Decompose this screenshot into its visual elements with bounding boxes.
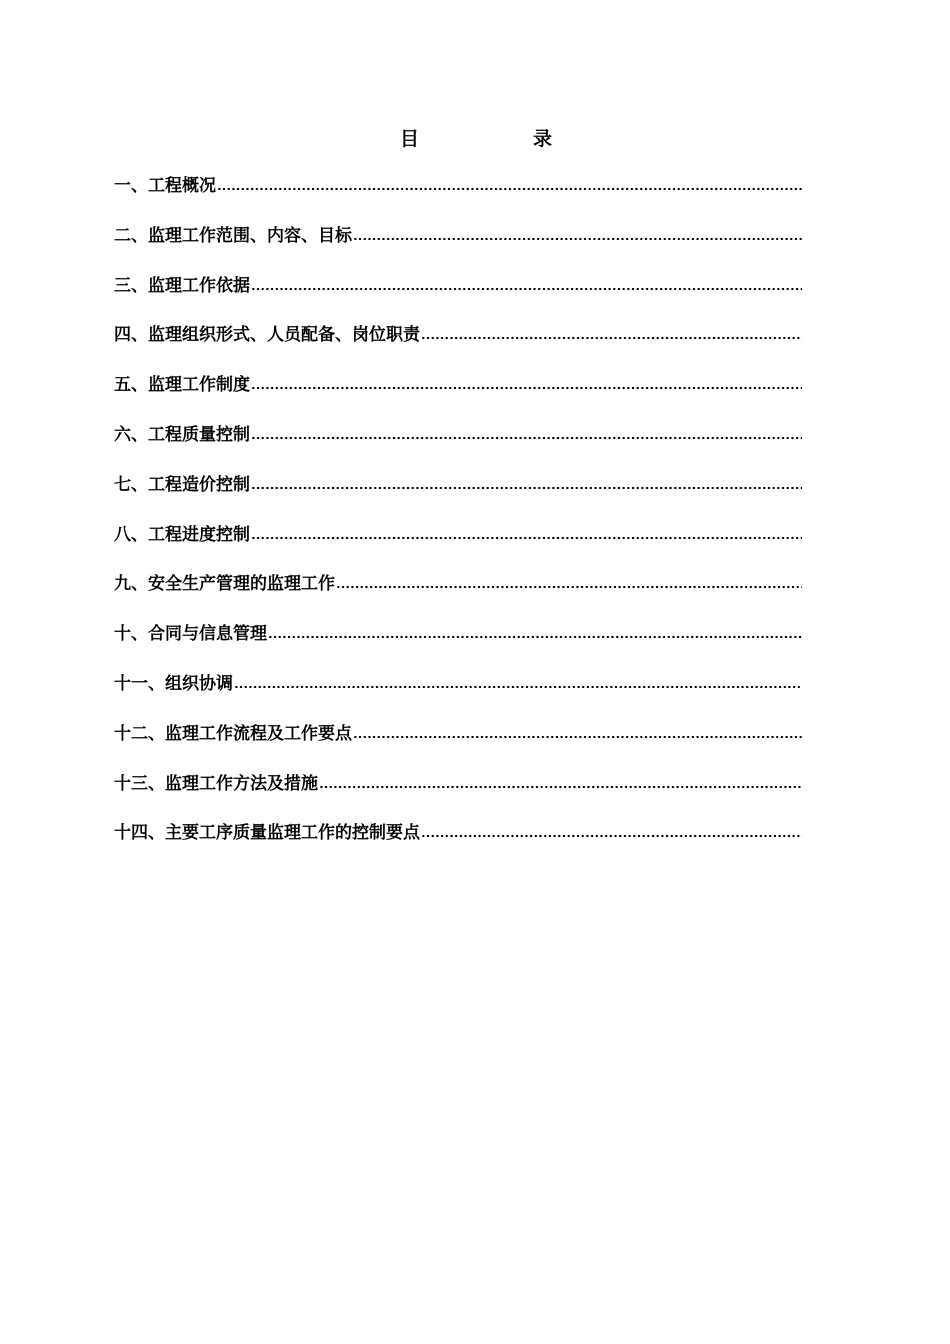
toc-entry-label: 十、合同与信息管理 bbox=[114, 624, 267, 645]
toc-entry-2[interactable] bbox=[114, 222, 802, 272]
toc-entry-7[interactable] bbox=[114, 471, 802, 521]
toc-entry-label: 二、监理工作范围、内容、目标 bbox=[114, 225, 352, 246]
dot-leader bbox=[421, 819, 802, 847]
toc-entry-9[interactable] bbox=[114, 570, 802, 620]
toc-entry-12[interactable] bbox=[114, 720, 802, 770]
toc-entry-label: 十三、监理工作方法及措施 bbox=[114, 773, 318, 794]
dot-leader bbox=[319, 770, 802, 798]
dot-leader bbox=[353, 720, 802, 748]
dot-leader bbox=[251, 421, 802, 449]
toc-title-char-1: 目 bbox=[400, 128, 420, 150]
dot-leader bbox=[251, 272, 802, 300]
toc-entry-label: 八、工程进度控制 bbox=[114, 524, 250, 545]
toc-list bbox=[114, 172, 802, 869]
toc-entry-14[interactable] bbox=[114, 819, 802, 869]
toc-entry-10[interactable] bbox=[114, 620, 802, 670]
dot-leader bbox=[268, 620, 802, 648]
toc-entry-13[interactable] bbox=[114, 770, 802, 820]
dot-leader bbox=[336, 570, 802, 598]
toc-entry-label: 五、监理工作制度 bbox=[114, 375, 250, 396]
dot-leader bbox=[353, 222, 802, 250]
toc-entry-label: 九、安全生产管理的监理工作 bbox=[114, 574, 335, 595]
dot-leader bbox=[421, 321, 802, 349]
dot-leader bbox=[217, 172, 802, 200]
toc-entry-label: 四、监理组织形式、人员配备、岗位职责 bbox=[114, 325, 420, 346]
toc-entry-label: 十二、监理工作流程及工作要点 bbox=[114, 723, 352, 744]
toc-entry-8[interactable] bbox=[114, 521, 802, 571]
toc-entry-4[interactable] bbox=[114, 321, 802, 371]
dot-leader bbox=[251, 471, 802, 499]
toc-entry-label: 七、工程造价控制 bbox=[114, 474, 250, 495]
dot-leader bbox=[234, 670, 802, 698]
dot-leader bbox=[251, 521, 802, 549]
toc-title-char-2: 录 bbox=[533, 128, 553, 150]
toc-entry-label: 十四、主要工序质量监理工作的控制要点 bbox=[114, 823, 420, 844]
toc-entry-3[interactable] bbox=[114, 272, 802, 322]
toc-entry-1[interactable] bbox=[114, 172, 802, 222]
dot-leader bbox=[251, 371, 802, 399]
toc-entry-label: 一、工程概况 bbox=[114, 176, 216, 196]
toc-entry-5[interactable] bbox=[114, 371, 802, 421]
toc-entry-11[interactable] bbox=[114, 670, 802, 720]
toc-entry-6[interactable] bbox=[114, 421, 802, 471]
toc-entry-label: 十一、组织协调 bbox=[114, 673, 233, 694]
toc-entry-label: 六、工程质量控制 bbox=[114, 424, 250, 445]
toc-title bbox=[0, 124, 950, 152]
toc-entry-label: 三、监理工作依据 bbox=[114, 275, 250, 296]
